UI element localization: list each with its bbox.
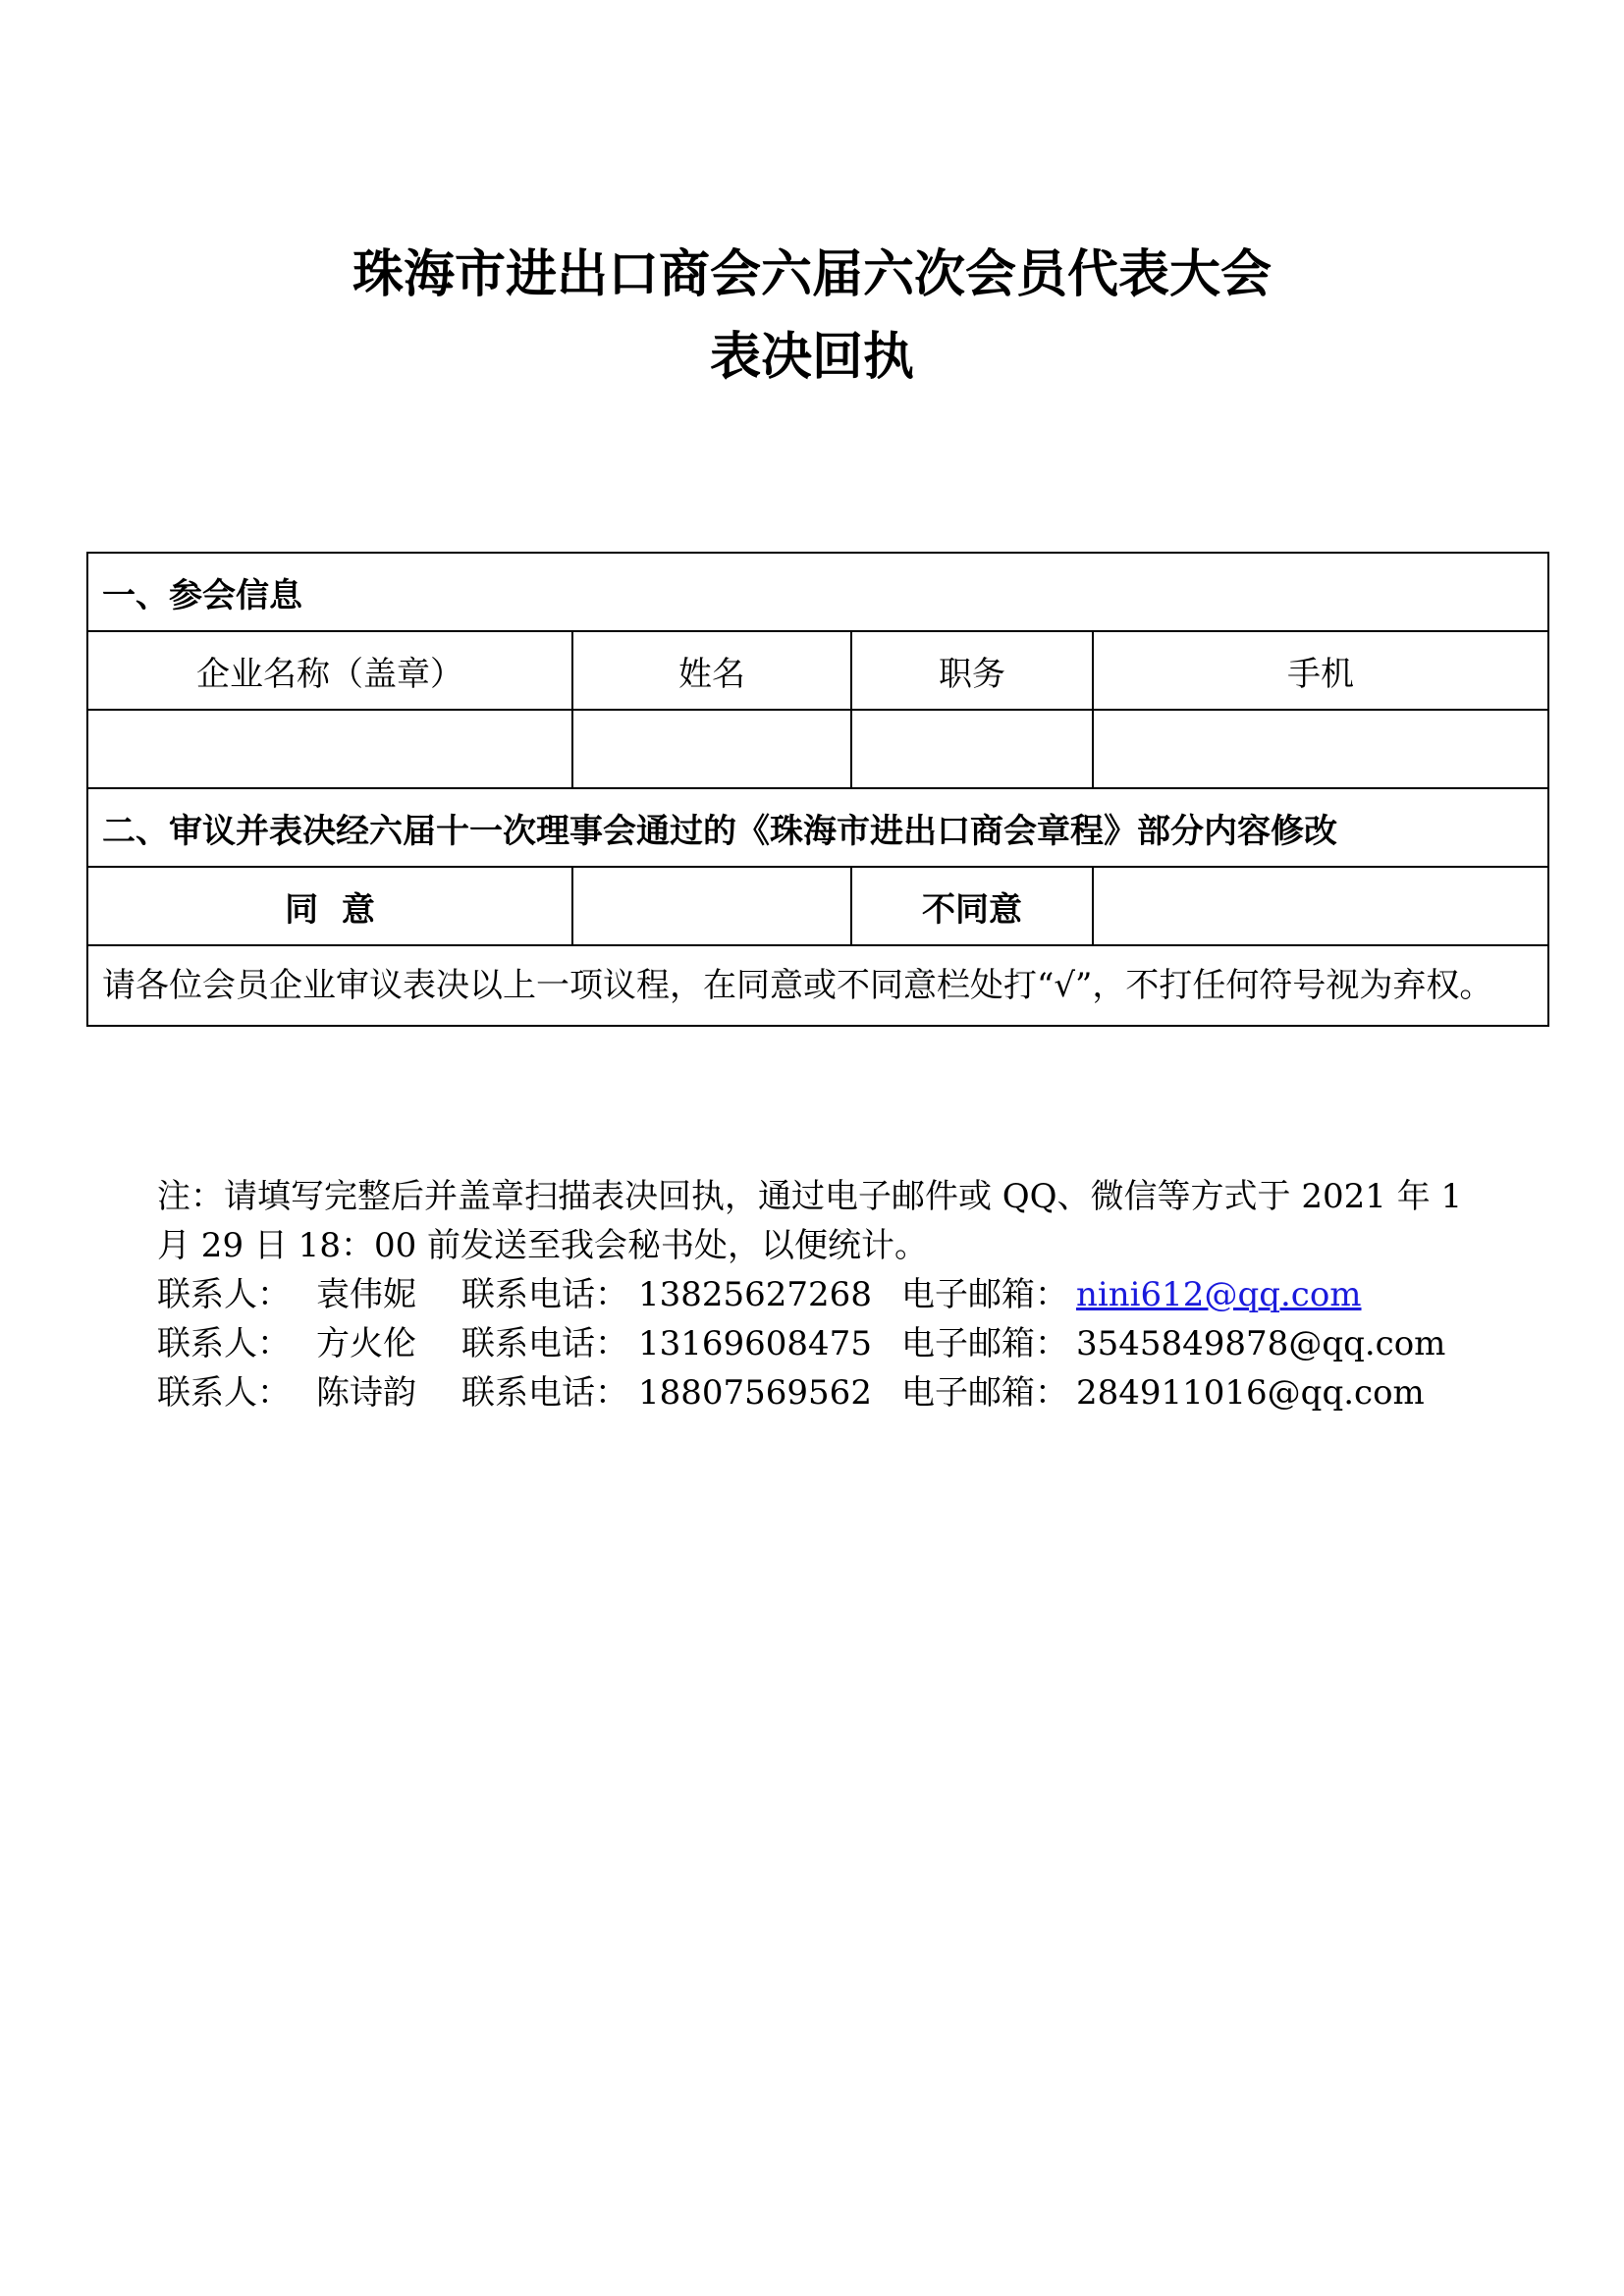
column-name: 姓名 — [572, 631, 851, 710]
contact-label: 联系人： — [157, 1324, 291, 1363]
contact-row — [157, 1368, 1473, 1417]
document-title — [0, 234, 1624, 399]
contact-name: 袁伟妮 — [316, 1275, 416, 1314]
contact-row — [157, 1319, 1473, 1368]
mobile-cell[interactable] — [1093, 710, 1548, 788]
email-label: 电子邮箱： — [901, 1275, 1068, 1314]
vote-row — [87, 867, 1548, 945]
agree-label: 同 意 — [87, 867, 572, 945]
section1-heading: 一、参会信息 — [87, 553, 1548, 631]
info-header-row — [87, 631, 1548, 710]
contact-email: 3545849878@qq.com — [1076, 1324, 1446, 1363]
contact-label: 联系人： — [157, 1275, 291, 1314]
voting-instructions: 请各位会员企业审议表决以上一项议程，在同意或不同意栏处打“√”，不打任何符号视为弃权。 — [87, 945, 1548, 1026]
title-line-2: 表决回执 — [709, 328, 914, 387]
disagree-label: 不同意 — [851, 867, 1093, 945]
column-company-name: 企业名称（盖章） — [87, 631, 572, 710]
submission-note: 注：请填写完整后并盖章扫描表决回执，通过电子邮件或 QQ、微信等方式于 2021 年 1 月 29 日 18：00 前发送至我会秘书处，以便统计。 — [157, 1177, 1463, 1265]
info-input-row — [87, 710, 1548, 788]
agree-mark-cell[interactable] — [572, 867, 851, 945]
phone-label: 联系电话： — [461, 1373, 628, 1413]
phone-label: 联系电话： — [461, 1275, 628, 1314]
section2-heading: 二、审议并表决经六届十一次理事会通过的《珠海市进出口商会章程》部分内容修改 — [87, 788, 1548, 867]
email-label: 电子邮箱： — [901, 1373, 1068, 1413]
contact-row — [157, 1270, 1473, 1319]
contact-label: 联系人： — [157, 1373, 291, 1413]
disagree-mark-cell[interactable] — [1093, 867, 1548, 945]
section1-row — [87, 553, 1548, 631]
contact-email: 284911016@qq.com — [1076, 1373, 1425, 1413]
contact-name: 陈诗韵 — [316, 1373, 416, 1413]
contact-email-link[interactable]: nini612@qq.com — [1076, 1275, 1362, 1314]
contact-phone: 13825627268 — [638, 1275, 872, 1314]
contact-phone: 13169608475 — [638, 1324, 872, 1363]
title-line-1: 珠海市进出口商会六届六次会员代表大会 — [352, 245, 1272, 304]
email-label: 电子邮箱： — [901, 1324, 1068, 1363]
section2-row — [87, 788, 1548, 867]
company-name-cell[interactable] — [87, 710, 572, 788]
reply-form-table — [86, 552, 1549, 1027]
phone-label: 联系电话： — [461, 1324, 628, 1363]
instructions-row — [87, 945, 1548, 1026]
column-mobile: 手机 — [1093, 631, 1548, 710]
column-position: 职务 — [851, 631, 1093, 710]
notes-section — [157, 1172, 1473, 1417]
contact-name: 方火伦 — [316, 1324, 416, 1363]
contact-phone: 18807569562 — [638, 1373, 872, 1413]
name-cell[interactable] — [572, 710, 851, 788]
position-cell[interactable] — [851, 710, 1093, 788]
